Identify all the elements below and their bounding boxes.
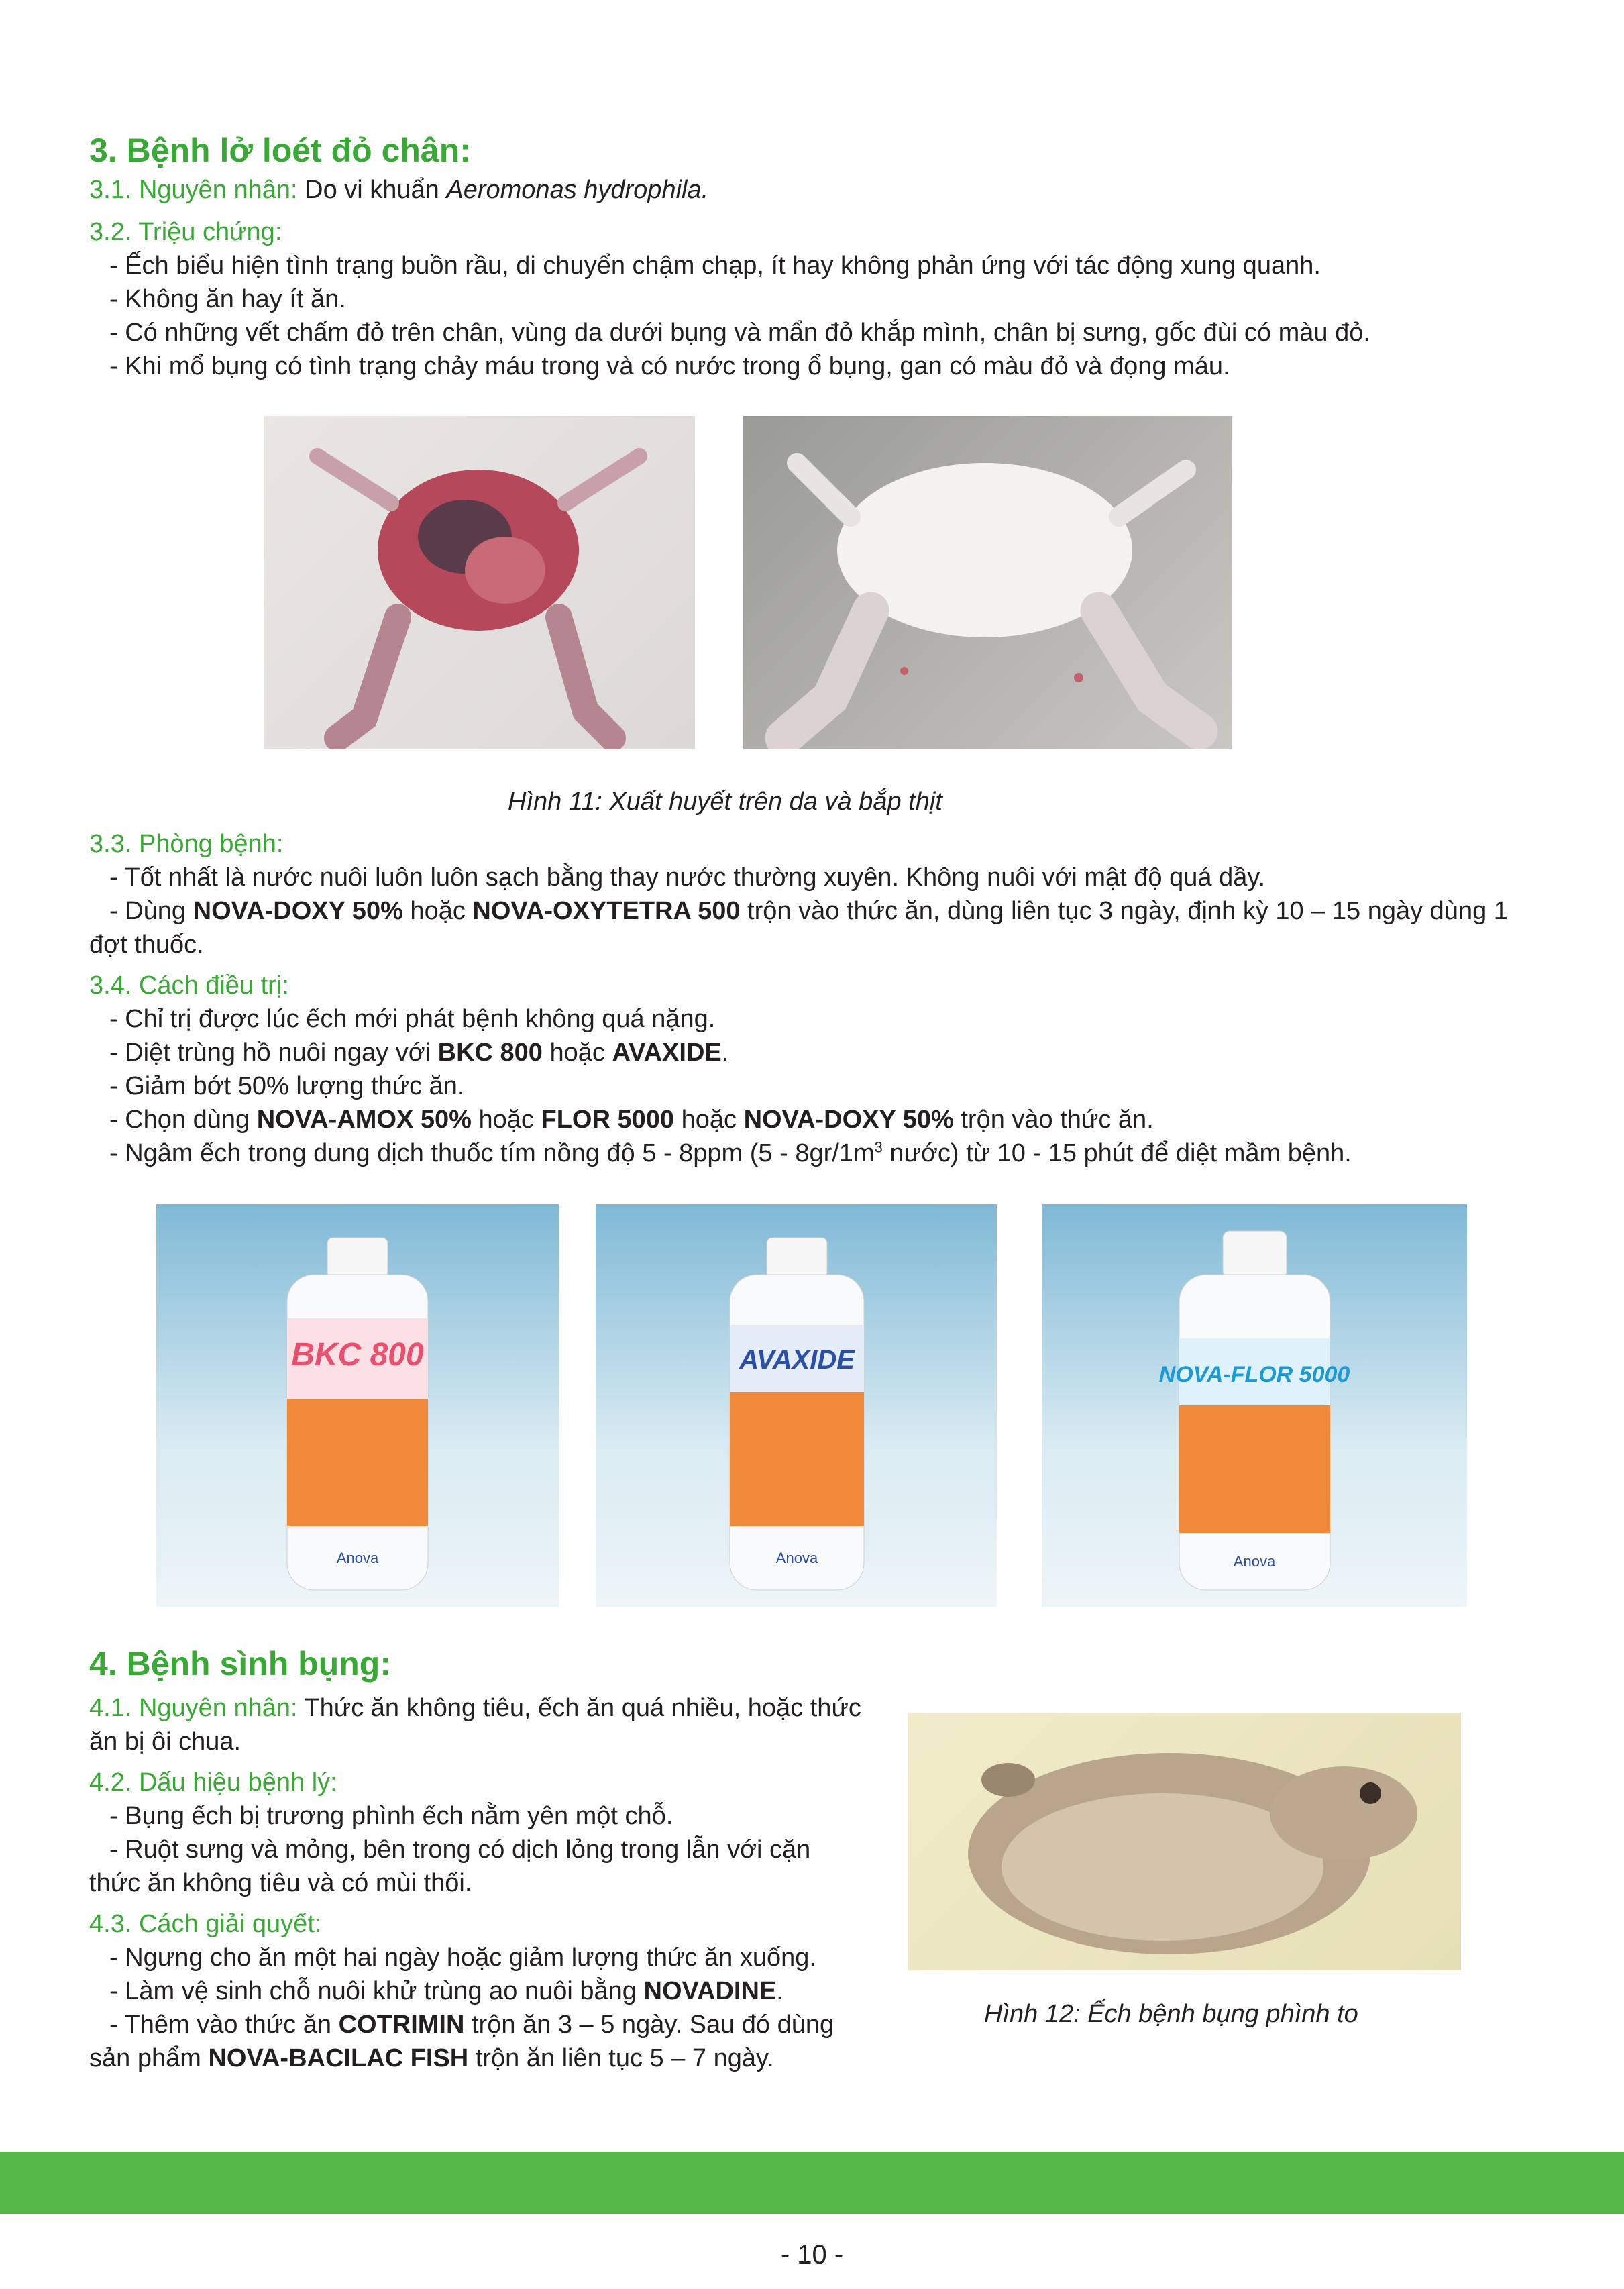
s43-line-2: - Làm vệ sinh chỗ nuôi khử trùng ao nuôi bằng NOVADINE. <box>109 1977 783 2005</box>
s33-line-1: - Tốt nhất là nước nuôi luôn luôn sạch bằng thay nước thường xuyên. Không nuôi với mật độ quá dầy. <box>109 863 1266 892</box>
s32-label: 3.2. Triệu chứng: <box>89 218 282 246</box>
s43-line-1: - Ngưng cho ăn một hai ngày hoặc giảm lượng thức ăn xuống. <box>109 1944 816 1972</box>
s41-line-2: ăn bị ôi chua. <box>89 1727 241 1756</box>
s34-label: 3.4. Cách điều trị: <box>89 971 289 1000</box>
bkc800-product-photo <box>156 1204 559 1607</box>
avaxide-bottle-brand: Anova <box>775 1550 818 1566</box>
nova-flor-bottle-label: NOVA-FLOR 5000 <box>1158 1362 1350 1387</box>
s33-line-2: - Dùng NOVA-DOXY 50% hoặc NOVA-OXYTETRA 500 trộn vào thức ăn, dùng liên tục 3 ngày, định kỳ 10 – 15 ngày dùng 1 <box>109 897 1508 925</box>
s42-line-1: - Bụng ếch bị trương phình ếch nằm yên một chỗ. <box>109 1802 673 1830</box>
avaxide-bottle-label: AVAXIDE <box>739 1345 855 1375</box>
nova-flor-bottle-brand: Anova <box>1233 1553 1276 1570</box>
s42-label: 4.2. Dấu hiệu bệnh lý: <box>89 1768 337 1797</box>
s31-text: Do vi khuẩn <box>297 176 447 204</box>
bkc800-bottle-label: BKC 800 <box>291 1337 424 1373</box>
s32-line-4: - Khi mổ bụng có tình trạng chảy máu trong và có nước trong ổ bụng, gan có màu đỏ và đọng máu. <box>109 352 1230 380</box>
s42-line-2: - Ruột sưng và mỏng, bên trong có dịch lỏng trong lẫn với cặn <box>109 1835 811 1864</box>
s34-line-3: - Giảm bớt 50% lượng thức ăn. <box>109 1072 465 1100</box>
s41-text: Thức ăn không tiêu, ếch ăn quá nhiều, hoặc thức <box>297 1694 861 1722</box>
fig11-caption: Hình 11: Xuất huyết trên da và bắp thịt <box>508 788 942 816</box>
s32-line-2: - Không ăn hay ít ăn. <box>109 285 346 313</box>
s43-label: 4.3. Cách giải quyết: <box>89 1910 322 1938</box>
bkc800-bottle-brand: Anova <box>336 1550 379 1566</box>
bloated-frog-photo <box>908 1713 1461 1970</box>
s31-bacteria: Aeromonas hydrophila. <box>446 176 709 204</box>
frog-belly-photo <box>743 416 1232 749</box>
section-4-heading: 4. Bệnh sình bụng: <box>89 1645 391 1683</box>
s33-line-3: đợt thuốc. <box>89 930 204 959</box>
page-number: - 10 - <box>780 2240 844 2270</box>
s31-label: 3.1. Nguyên nhân: <box>89 176 298 204</box>
s43-line-4: sản phẩm NOVA-BACILAC FISH trộn ăn liên tục 5 – 7 ngày. <box>89 2044 774 2072</box>
s33-label: 3.3. Phòng bệnh: <box>89 830 284 858</box>
s31-line <box>89 173 708 207</box>
footer-green-band <box>0 2152 1624 2214</box>
s41-line <box>89 1691 861 1725</box>
s34-line-5: - Ngâm ếch trong dung dịch thuốc tím nồng độ 5 - 8ppm ($5 - 8gr/1m^3$ nước) từ 10 - 15 phút để diệt mầm bệnh. <box>109 1138 1352 1167</box>
s34-line-4: - Chọn dùng NOVA-AMOX 50% hoặc FLOR 5000 hoặc NOVA-DOXY 50% trộn vào thức ăn. <box>109 1106 1154 1134</box>
s32-line-3: - Có những vết chấm đỏ trên chân, vùng da dưới bụng và mẩn đỏ khắp mình, chân bị sưng, gốc đùi có màu đỏ. <box>109 319 1370 347</box>
s32-line-1: - Ếch biểu hiện tình trạng buồn rầu, di chuyển chậm chạp, ít hay không phản ứng với tác động xung quanh. <box>109 252 1321 280</box>
s41-label: 4.1. Nguyên nhân: <box>89 1694 298 1722</box>
s34-line-1: - Chỉ trị được lúc ếch mới phát bệnh không quá nặng. <box>109 1005 716 1033</box>
s43-line-3: - Thêm vào thức ăn COTRIMIN trộn ăn 3 – 5 ngày. Sau đó dùng <box>109 2011 834 2039</box>
nova-flor-product-photo <box>1042 1204 1467 1607</box>
frog-dissected-photo <box>264 416 695 749</box>
s42-line-3: thức ăn không tiêu và có mùi thối. <box>89 1869 472 1897</box>
section-3-heading: 3. Bệnh lở loét đỏ chân: <box>89 131 471 169</box>
fig12-caption: Hình 12: Ếch bệnh bụng phình to <box>984 2000 1358 2028</box>
s34-line-2: - Diệt trùng hồ nuôi ngay với BKC 800 hoặc AVAXIDE. <box>109 1039 729 1067</box>
avaxide-product-photo <box>596 1204 997 1607</box>
